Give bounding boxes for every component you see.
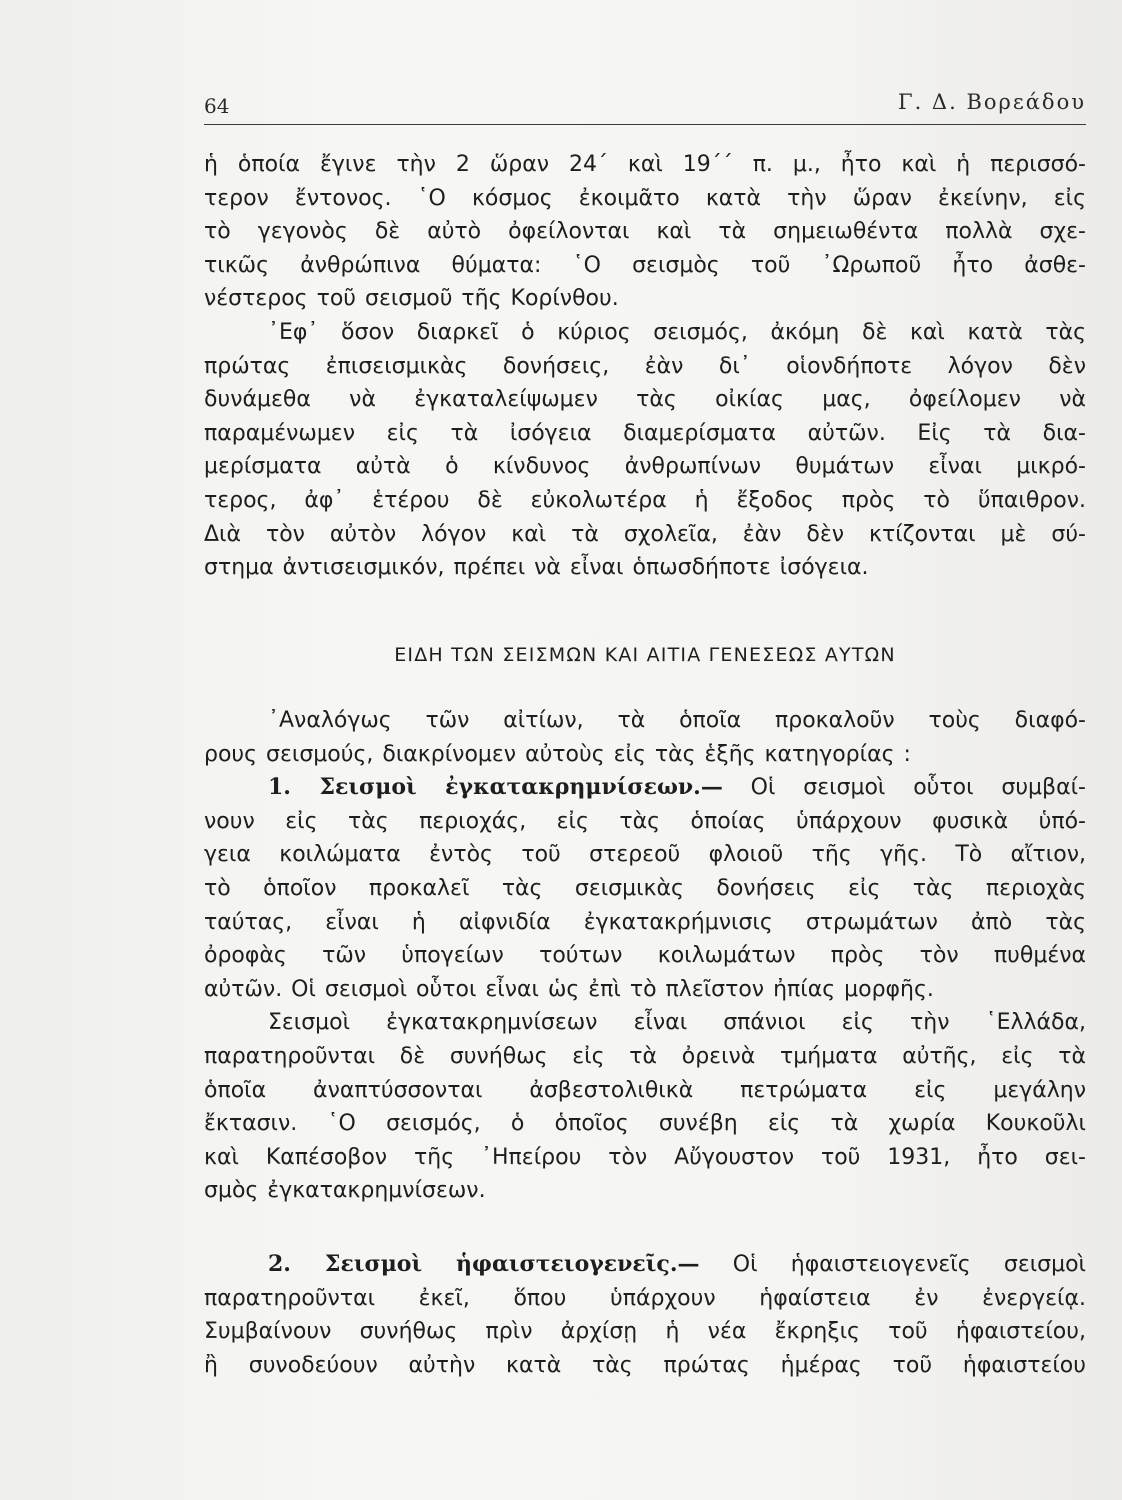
text-line: δυνάμεθα νὰ ἐγκαταλείψωμεν τὰς οἰκίας μας, ὀφείλομεν νὰ — [204, 387, 1086, 413]
item-2-first-text: Οἱ ἡφαιστειογενεῖς σεισμοὶ — [699, 1252, 1086, 1277]
text-line: παρατηροῦνται ἐκεῖ, ὅπου ὑπάρχουν ἡφαίστεια ἐν ἐνεργείᾳ. — [204, 1285, 1086, 1311]
text-line: Σεισμοὶ ἐγκατακρημνίσεων εἶναι σπάνιοι εἰς τὴν ῾Ελλάδα, — [268, 1010, 1086, 1036]
text-line: γεια κοιλώματα ἐντὸς τοῦ στερεοῦ φλοιοῦ τῆς γῆς. Τὸ αἴτιον, — [204, 842, 1086, 868]
section-heading: ΕΙΔΗ ΤΩΝ ΣΕΙΣΜΩΝ ΚΑΙ ΑΙΤΙΑ ΓΕΝΕΣΕΩΣ ΑΥΤΩΝ — [394, 644, 896, 666]
text-line: παρατηροῦνται δὲ συνήθως εἰς τὰ ὀρεινὰ τμήματα αὐτῆς, εἰς τὰ — [204, 1043, 1086, 1069]
page-number: 64 — [204, 94, 230, 118]
text-line: σμὸς ἐγκατακρημνίσεων. — [204, 1178, 486, 1204]
text-line: τερος, ἀφ᾿ ἑτέρου δὲ εὐκολωτέρα ἡ ἔξοδος πρὸς τὸ ὕπαιθρον. — [204, 487, 1086, 513]
text-line: ταύτας, εἶναι ἡ αἰφνιδία ἐγκατακρήμνισις στρωμάτων ἀπὸ τὰς — [204, 909, 1086, 935]
text-line: καὶ Καπέσοβον τῆς ᾿Ηπείρου τὸν Αὔγουστον τοῦ 1931, ἦτο σει- — [204, 1144, 1086, 1170]
header-rule — [204, 124, 1086, 125]
paragraph-block-1 — [204, 148, 1086, 585]
running-head-author: Γ. Δ. Βορεάδου — [898, 90, 1086, 114]
text-line: πρώτας ἐπισεισμικὰς δονήσεις, ἐὰν δι᾿ οἱονδήποτε λόγον δὲν — [204, 353, 1086, 379]
text-line: τὸ ὁποῖον προκαλεῖ τὰς σεισμικὰς δονήσεις εἰς τὰς περιοχὰς — [204, 875, 1086, 901]
text-line: παραμένωμεν εἰς τὰ ἰσόγεια διαμερίσματα αὐτῶν. Εἰς τὰ δια- — [204, 420, 1086, 446]
item-2-first-line — [204, 1248, 1086, 1282]
item-2-title: 2. Σεισμοὶ ἡφαιστειογενεῖς.— — [268, 1251, 700, 1277]
paragraph-block-3 — [204, 1248, 1086, 1382]
item-1-title: 1. Σεισμοὶ ἐγκατακρημνίσεων.— — [268, 774, 723, 801]
text-line: αὐτῶν. Οἱ σεισμοὶ οὗτοι εἶναι ὡς ἐπὶ τὸ πλεῖστον ἠπίας μορφῆς. — [204, 976, 934, 1002]
paragraph-block-2 — [204, 704, 1086, 1208]
text-line: νουν εἰς τὰς περιοχάς, εἰς τὰς ὁποίας ὑπάρχουν φυσικὰ ὑπό- — [204, 808, 1086, 834]
text-line: νέστερος τοῦ σεισμοῦ τῆς Κορίνθου. — [204, 286, 619, 312]
text-line: ἡ ὁποία ἔγινε τὴν 2 ὥραν 24΄ καὶ 19΄΄ π. μ., ἦτο καὶ ἡ περισσό- — [204, 152, 1086, 177]
text-line: ὀροφὰς τῶν ὑπογείων τούτων κοιλωμάτων πρὸς τὸν πυθμένα — [204, 943, 1086, 969]
text-line: στημα ἀντισεισμικόν, πρέπει νὰ εἶναι ὁπωσδήποτε ἰσόγεια. — [204, 555, 869, 581]
text-line: Διὰ τὸν αὐτὸν λόγον καὶ τὰ σχολεῖα, ἐὰν δὲν κτίζονται μὲ σύ- — [204, 521, 1086, 547]
text-line: τικῶς ἀνθρώπινα θύματα: ῾Ο σεισμὸς τοῦ ᾿Ωρωποῦ ἦτο ἀσθε- — [204, 252, 1086, 278]
text-line: ᾿Εφ᾿ ὅσον διαρκεῖ ὁ κύριος σεισμός, ἀκόμη δὲ καὶ κατὰ τὰς — [268, 319, 1086, 345]
text-line: ἢ συνοδεύουν αὐτὴν κατὰ τὰς πρώτας ἡμέρας τοῦ ἡφαιστείου — [204, 1352, 1086, 1378]
item-1-first-line — [204, 771, 1086, 805]
text-line: ἔκτασιν. ῾Ο σεισμός, ὁ ὁποῖος συνέβη εἰς τὰ χωρία Κουκοῦλι — [204, 1111, 1086, 1137]
text-line: τερον ἔντονος. ῾Ο κόσμος ἐκοιμᾶτο κατὰ τὴν ὥραν ἐκείνην, εἰς — [204, 185, 1086, 211]
text-line: ρους σεισμούς, διακρίνομεν αὐτοὺς εἰς τὰς ἑξῆς κατηγορίας : — [204, 741, 911, 767]
text-line: ᾿Αναλόγως τῶν αἰτίων, τὰ ὁποῖα προκαλοῦν τοὺς διαφό- — [268, 708, 1086, 733]
text-line: μερίσματα αὐτὰ ὁ κίνδυνος ἀνθρωπίνων θυμάτων εἶναι μικρό- — [204, 454, 1086, 480]
page-header — [204, 88, 1086, 124]
text-line: τὸ γεγονὸς δὲ αὐτὸ ὀφείλονται καὶ τὰ σημειωθέντα πολλὰ σχε- — [204, 219, 1086, 245]
text-line: ὁποῖα ἀναπτύσσονται ἀσβεστολιθικὰ πετρώματα εἰς μεγάλην — [204, 1077, 1086, 1103]
text-line: Συμβαίνουν συνήθως πρὶν ἀρχίσῃ ἡ νέα ἔκρηξις τοῦ ἡφαιστείου, — [204, 1319, 1086, 1345]
item-1-first-text: Οἱ σεισμοὶ οὗτοι συμβαί- — [722, 775, 1086, 801]
